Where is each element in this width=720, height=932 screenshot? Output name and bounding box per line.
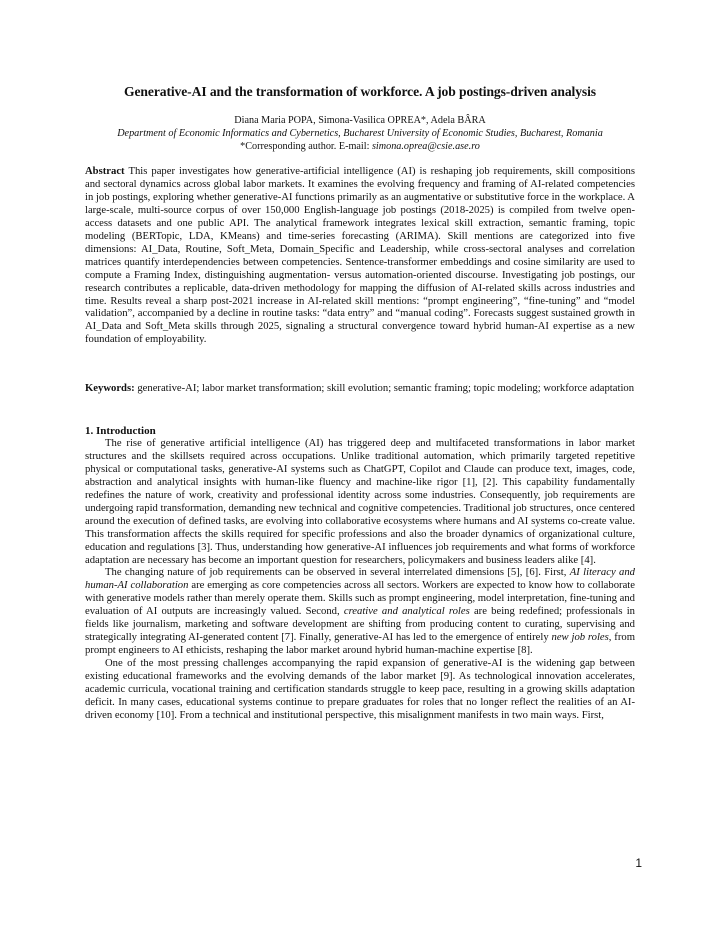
section-heading-introduction: 1. Introduction bbox=[85, 425, 156, 437]
corresponding-prefix: *Corresponding author. E-mail: bbox=[240, 141, 372, 152]
intro-p2-part-c: are being redefined; professionals in fields like journalism, marketing and software development are shifting from producing content to curating, supervising and strategically integrating AI-generated content [7]. Finally, generative-AI has led to the emergence of entirely bbox=[85, 606, 635, 644]
intro-p2-emphasis-3: new job roles bbox=[551, 632, 609, 644]
paper-title: Generative-AI and the transformation of workforce. A job postings-driven analysis bbox=[124, 84, 596, 99]
author-block bbox=[60, 114, 660, 153]
introduction-section bbox=[85, 425, 635, 723]
corresponding-email-link[interactable]: simona.oprea@csie.ase.ro bbox=[371, 141, 480, 152]
author-names: Diana Maria POPA, Simona-Vasilica OPREA*, Adela BÂRA bbox=[234, 115, 486, 126]
corresponding-author bbox=[60, 140, 660, 153]
keywords-section bbox=[85, 383, 635, 396]
intro-paragraph-1: The rise of generative artificial intelligence (AI) has triggered deep and multifaceted transformations in labor market structures and the skillsets required across occupations. Unlike traditional automation, which primarily targeted repetitive physical or computational tasks, generative-AI systems such as ChatGPT, Copilot and Claude can produce text, images, code, abstraction and analytical insights with human-like fluency and machine-like rigor [1], [2]. This capability fundamentally redefines the nature of work, creativity and professional identity across some industries. Consequently, job requirements are undergoing rapid transformation, demanding new technical and cognitive competencies. Traditional job structures, once centered around the execution of defined tasks, are evolving into collaborative ecosystems where humans and AI systems co-create value. This transformation affects the skills required for specific professions and also the broader dynamics of organizational culture, education and regulations [3]. Thus, understanding how generative-AI influences job requirements and what forms of workforce adaptation are necessary has become an important question for researchers, policymakers and business leaders alike [4]. bbox=[85, 437, 635, 566]
intro-paragraph-2 bbox=[85, 567, 635, 658]
keywords-text: generative-AI; labor market transformation; skill evolution; semantic framing; topic modeling; workforce adaptation bbox=[137, 383, 635, 394]
intro-p2-part-a: The changing nature of job requirements can be observed in several interrelated dimensions [5], [6]. First, bbox=[105, 567, 570, 579]
intro-p2-emphasis-1: AI literacy and human-AI collaboration bbox=[85, 567, 635, 592]
intro-p2-part-b: are emerging as core competencies across all sectors. Workers are expected to know how to collaborate with generative models rather than merely operate them. Skills such as prompt engineering, model interpretation, fine-tuning and evaluation of AI outputs are increasingly valued. Second, bbox=[85, 580, 635, 618]
keywords-label: Keywords: bbox=[85, 383, 135, 394]
abstract-section bbox=[85, 166, 635, 347]
intro-paragraph-3: One of the most pressing challenges accompanying the rapid expansion of generative-AI is the widening gap between existing educational frameworks and the evolving demands of the labor market [9]. As technological innovation accelerates, academic curricula, vocational training and certification standards struggle to keep pace, resulting in a growing skills adaptation deficit. In many cases, educational systems continue to prepare graduates for roles that no longer reflect the realities of an AI-driven economy [10]. From a technical and institutional perspective, this misalignment manifests in two main ways. First, bbox=[85, 658, 635, 721]
abstract-text: This paper investigates how generative-artificial intelligence (AI) is reshaping job requirements, skill compositions and sectoral dynamics across global labor markets. It examines the evolving frequency and framing of AI-related competencies in job postings, exploring whether generative-AI functions primarily as an augmentative or substitutive force in the workplace. A large-scale, multi-source corpus of over 150,000 English-language job postings (2018-2025) is compiled from twelve open-access datasets and one public API. The analytical framework integrates lexical skill extraction, semantic framing, topic modeling (BERTopic, LDA, KMeans) and time-series forecasting (ARIMA). Skill mentions are categorized into five dimensions: AI_Data, Routine, Soft_Meta, Domain_Specific and Leadership, while cross-sectoral analyses and correlation matrices quantify interdependencies between competencies. Sentence-transformer embeddings and cosine similarity are used to compute a Framing Index, distinguishing augmentation- versus automation-oriented discourse. Investigating job postings, our research contributes a replicable, data-driven methodology for mapping the diffusion of AI-related skills across industries and time. Results reveal a sharp post-2021 increase in AI-related skill mentions: “prompt engineering”, “fine-tuning” and “model validation”, accompanied by a decline in routine tasks: “data entry” and “manual coding”. Forecasts suggest sustained growth in AI_Data and Soft_Meta skills through 2025, signaling a structural convergence toward hybrid human-AI expertise as a new foundation of employability. bbox=[85, 166, 636, 346]
intro-p2-part-d: , from prompt engineers to AI ethicists, reshaping the labor market around hybrid human-machine expertise [8]. bbox=[85, 632, 635, 657]
intro-p2-emphasis-2: creative and analytical roles bbox=[343, 606, 470, 618]
page-number: 1 bbox=[635, 856, 642, 870]
affiliation: Department of Economic Informatics and Cybernetics, Bucharest University of Economic Studies, Bucharest, Romania bbox=[117, 128, 603, 139]
abstract-label: Abstract bbox=[85, 166, 125, 177]
